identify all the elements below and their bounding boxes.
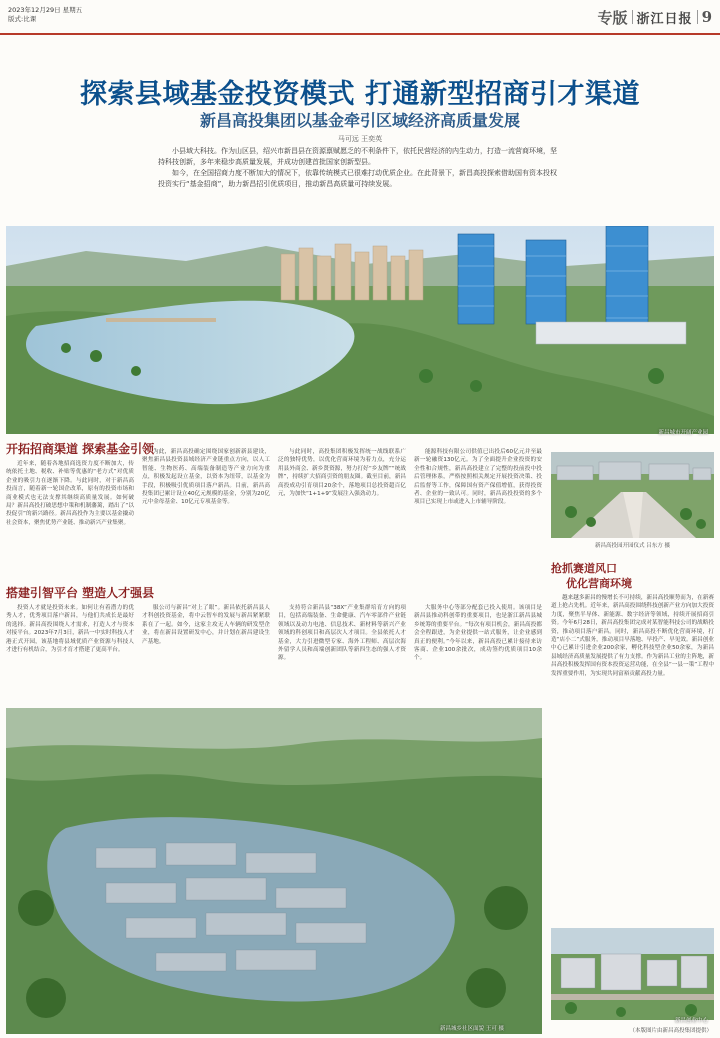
body-paragraph: 服公司与新昌“对上了眼”。新昌依托新昌县人才科创投资基金，将中云智车的发展与新昌紧紧联系在了一起。如今，这家主攻无人车辆的研发型企业，将在新昌设置研发中心，并计划在新昌建设生产基地。	[142, 605, 270, 645]
body-column	[142, 448, 270, 578]
section-heading: 优化营商环境	[566, 577, 632, 590]
body-column	[278, 448, 406, 578]
photo-caption: 新昌创业中心	[674, 1018, 708, 1024]
lead-paragraph: 小县域大科技。作为山区县，绍兴市新昌县在资源禀赋愿乏的不利条件下，依托民营经济的内生动力，打造一流营商环境，坚持科技创新，多年来稳步高质量发展，并成功创建首批国家创新型县。	[158, 147, 557, 166]
photo-credit-note: （本版图片由新昌高投集团提供）	[629, 1028, 712, 1034]
body-column	[414, 604, 542, 704]
lead-paragraph: 如今，在全国招商力度不断加大的情况下，依靠传统模式已很难打动优质企业。在此背景下，新昌高投探索借助国有资本投权投资实行“基金招商”，助力新昌招引优质项目，推动新昌高质量可持续发展。	[158, 169, 557, 188]
paper-name: 浙江日报	[636, 11, 693, 27]
body-column	[142, 604, 270, 704]
photo-caption: 新昌城乡社区面貌 王可 摄	[440, 1026, 504, 1032]
city-panorama-photo	[6, 226, 714, 434]
body-paragraph: 大服务中心等部分配套已投入使用。该项目是新昌县推动科创带的重要项目，也是浙江新昌县城乡统筹的重要平台。“每次有项目机会，新昌高投都会全程跟进，为企业提供一站式服务，让企业感到真正的便利。”今年以来，新昌高投已累计接待来访客商、企业100余批次，成功签约优质项目10余个。	[414, 605, 542, 662]
body-column	[278, 604, 406, 704]
masthead-meta	[8, 6, 82, 24]
industrial-park-illustration	[551, 452, 714, 538]
byline: 马可远 王奕英	[337, 135, 383, 143]
body-column	[6, 604, 134, 704]
startup-center-illustration	[551, 928, 714, 1020]
masthead-divider	[632, 10, 633, 24]
masthead-divider	[697, 10, 698, 24]
body-paragraph: 支持符合新昌县“38X”产业集群培育方向的项目，包括高端装备、生命健康、汽车零部件产业链领域以及动力电池、信息技术、新材料等新兴产业领域的科创项目和高层次人才项目。全县依托人才基金，大力引进微型专家、海外工程师、高层次海外留学人员和高端创新团队等新四生态的强人才资源。	[278, 605, 406, 662]
aerial-illustration	[6, 708, 542, 1034]
section-heading: 抢抓赛道风口	[551, 562, 617, 575]
body-column	[6, 460, 134, 578]
lead-paragraphs	[158, 146, 562, 190]
industrial-park-photo	[551, 452, 714, 538]
body-paragraph: 近年来，随着各地招商选资力度不断加大，传统依托土地、税收、补贴等优惠的“老方式”对优质企业的吸引力在逐渐下降。与此同时，对于新昌高投而言，随着新一轮国企改革，原有的投资市场和商业模式也无法支撑其继续高质量发展。如何破局？新昌高投打破思想中策和机制藩篱，踏出了“以投促引”的新兴路径。新昌高投作为主要以基金撬动社会资本，聚焦优势产业链、推动新兴产业集聚。	[6, 461, 134, 526]
body-paragraph: 为此，新昌高投确定围绕国家创新新县建设，聚焦新昌县投资县域经济产业链重点方向，以人工智能、生物医药、高端装备制造等产业方向为重点，积极发起设立基金，以资本为纽带，以基金为手段，积极吸引优质项目落户新昌。目前，新昌高投集团已累计设立40亿元规模的基金，分别为20亿元中金母基金、10亿元专项基金等。	[142, 449, 270, 506]
startup-center-photo	[551, 928, 714, 1020]
body-paragraph: 投资人才就是投资未来。如何让有着潜力的优秀人才，优秀项目落户新昌，与他们共成长是最好的选择。新昌高投围绕人才需求，打造人才与资本对接平台。2023年7月3日，新昌一中实时科技人才港正式开园，该基地将县域优质产业资源与科技人才进行有机结合，为引才育才搭建了更高平台。	[6, 605, 134, 654]
photo-caption: 新昌城市开阔产业园	[658, 430, 708, 436]
edition-line: 版式:比课	[8, 15, 37, 23]
page-number: 9	[701, 8, 712, 26]
section-heading: 搭建引智平台 塑造人才强县	[6, 586, 155, 600]
body-column	[414, 448, 542, 578]
section-heading: 开拓招商渠道 探索基金引领	[6, 442, 155, 456]
issue-date: 2023年12月29日 星期五	[8, 6, 83, 14]
section-label: 专版	[597, 8, 628, 27]
headline: 探索县域基金投资模式 打通新型招商引才渠道	[80, 79, 640, 110]
body-paragraph: 能源科技有限公司供值已出投后60亿元并至最新一轮融资130亿元。为了全面提升企业投资的安全性和合规性，新昌高投建立了完整的投前投中投后管理体系，严格按照相关规定开展投资决策、投后监督等工作，保障国有资产保值增值，获得投资者、企业的一致认可。同时，新昌高投投资的多个项目已实现上市或进入上市辅导阶段。	[414, 449, 542, 506]
subheadline: 新昌高投集团以基金牵引区域经济高质量发展	[199, 111, 520, 130]
body-paragraph: 越来越多新昌的慢增长不可持续，新昌高投顺势而为，在新赛道上抢占先机。近年来，新昌高投围绕科技创新产业方向加大投资力度，聚焦半导体、新能源、数字经济等领域，持续开展招商引资。今年6月28日，新昌高投集团完成对某智能科技公司的战略投资，推动项目落户新昌。同时，新昌高投不断优化营商环境，打造“店小二”式服务，推动项目早落地、早投产、早见效。新昌创业中心已累计引进企业200余家，孵化科技型企业50余家，为新昌县域经济高质量发展提供了有力支撑。作为新昌工业的主阵地，新昌高投积极发挥国有资本投资运营功能，在全县“一县一策”工程中发挥重要作用，为实现共同富裕贡献高投力量。	[551, 595, 714, 677]
body-column	[551, 594, 714, 922]
body-paragraph: 与此同时，高投集团积极发挥统一战线联系广泛的独特优势，以优化营商环境为着力点，充分运用县外商会、新乡贤资源，努力打好“乡友牌”“统战牌”，持续扩大招商引资的朋友圈。截至目前，新昌高投成功引育项目20余个，落地项目总投资超百亿元，为加快“1+1+9”发展注入强劲动力。	[278, 449, 406, 498]
header-rule	[0, 33, 720, 35]
city-panorama-illustration	[6, 226, 714, 434]
photo-caption: 新昌高投园开园仪式 吕东方 摄	[595, 543, 670, 549]
aerial-photo	[6, 708, 542, 1034]
masthead	[598, 6, 712, 28]
